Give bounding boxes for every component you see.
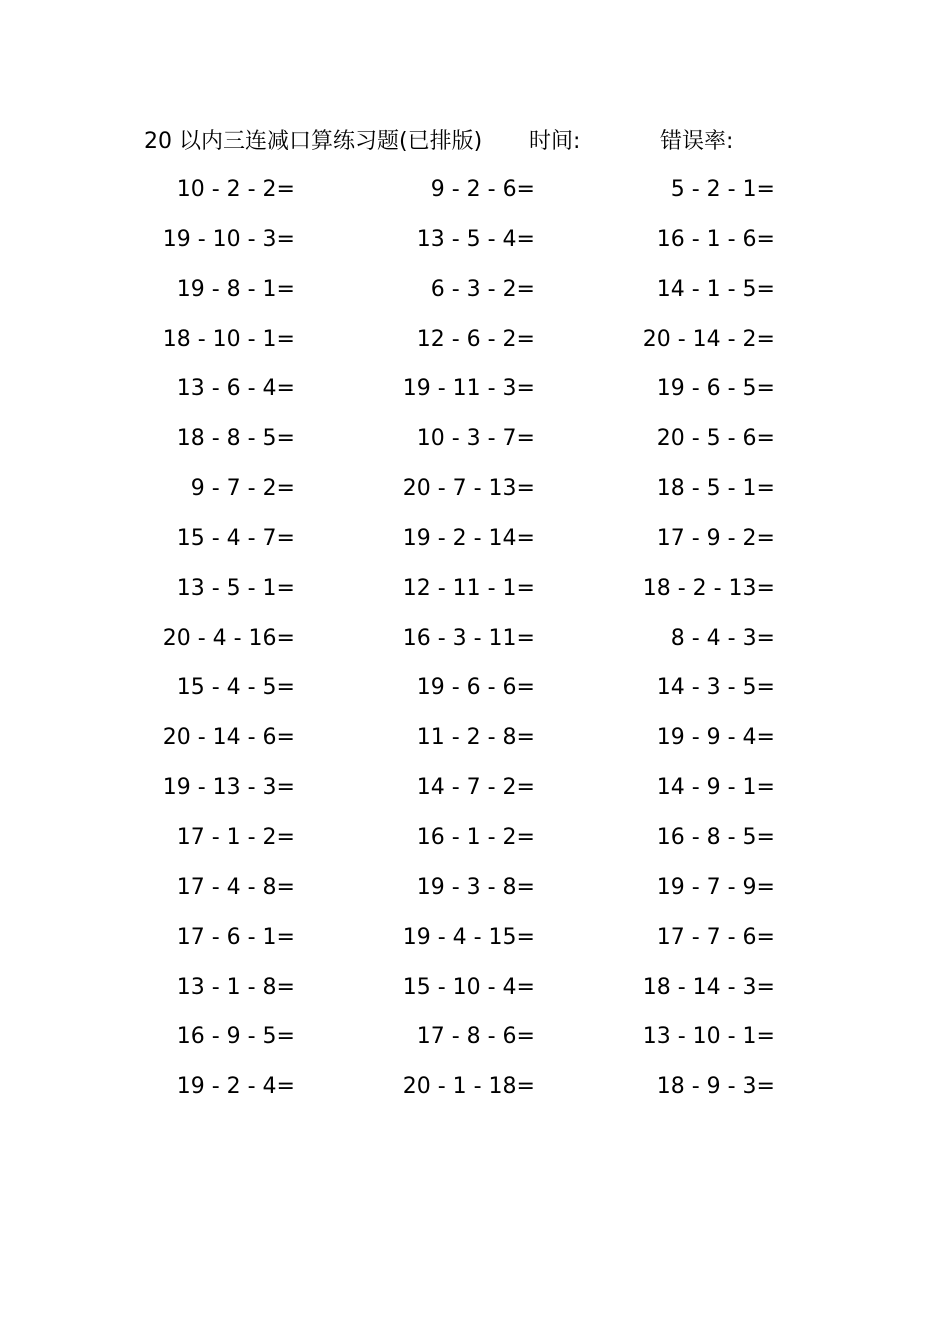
problem-row xyxy=(0,320,950,370)
time-label: 时间: xyxy=(529,129,581,154)
math-problem: 19 - 2 - 4= xyxy=(176,1074,295,1100)
math-problem: 15 - 4 - 5= xyxy=(176,675,295,701)
math-problem: 20 - 4 - 16= xyxy=(162,625,295,651)
math-problem: 13 - 10 - 1= xyxy=(642,1024,775,1050)
math-problem: 14 - 9 - 1= xyxy=(656,775,775,801)
math-problem: 16 - 1 - 6= xyxy=(656,226,775,252)
problem-row xyxy=(0,619,950,669)
math-problem: 13 - 5 - 4= xyxy=(416,226,535,252)
math-problem: 16 - 1 - 2= xyxy=(416,824,535,850)
math-problem: 14 - 3 - 5= xyxy=(656,675,775,701)
problem-row xyxy=(0,768,950,818)
math-problem: 13 - 5 - 1= xyxy=(176,575,295,601)
math-problem: 14 - 7 - 2= xyxy=(416,775,535,801)
math-problem: 19 - 9 - 4= xyxy=(656,725,775,751)
math-problem: 19 - 3 - 8= xyxy=(416,874,535,900)
math-problem: 19 - 6 - 6= xyxy=(416,675,535,701)
problem-row xyxy=(0,668,950,718)
math-problem: 17 - 4 - 8= xyxy=(176,874,295,900)
math-problem: 18 - 2 - 13= xyxy=(642,575,775,601)
math-problem: 10 - 3 - 7= xyxy=(416,426,535,452)
page-title: 20 以内三连减口算练习题(已排版) xyxy=(144,129,483,154)
math-problem: 5 - 2 - 1= xyxy=(670,177,775,202)
math-problem: 15 - 10 - 4= xyxy=(402,974,535,1000)
math-problem: 8 - 4 - 3= xyxy=(670,625,775,651)
problem-row xyxy=(0,220,950,270)
problem-row xyxy=(0,718,950,768)
math-problem: 18 - 5 - 1= xyxy=(656,476,775,502)
problem-row xyxy=(0,170,950,220)
worksheet-header xyxy=(0,124,950,160)
math-problem: 12 - 6 - 2= xyxy=(416,326,535,352)
math-problem: 17 - 6 - 1= xyxy=(176,924,295,950)
problem-row xyxy=(0,1017,950,1067)
math-problem: 9 - 2 - 6= xyxy=(430,177,535,202)
math-problem: 9 - 7 - 2= xyxy=(190,476,295,502)
problem-row xyxy=(0,469,950,519)
problem-row xyxy=(0,419,950,469)
math-problem: 20 - 1 - 18= xyxy=(402,1074,535,1100)
math-problem: 20 - 14 - 6= xyxy=(162,725,295,751)
error-rate-label: 错误率: xyxy=(660,129,734,154)
problem-row xyxy=(0,270,950,320)
math-problem: 17 - 8 - 6= xyxy=(416,1024,535,1050)
math-problem: 16 - 3 - 11= xyxy=(402,625,535,651)
math-problem: 13 - 6 - 4= xyxy=(176,376,295,402)
math-problem: 19 - 11 - 3= xyxy=(402,376,535,402)
math-problem: 17 - 1 - 2= xyxy=(176,824,295,850)
problem-row xyxy=(0,818,950,868)
problem-row xyxy=(0,918,950,968)
math-problem: 19 - 7 - 9= xyxy=(656,874,775,900)
math-problem: 19 - 2 - 14= xyxy=(402,525,535,551)
math-problem: 19 - 8 - 1= xyxy=(176,276,295,302)
math-problem: 18 - 10 - 1= xyxy=(162,326,295,352)
math-problem: 20 - 7 - 13= xyxy=(402,476,535,502)
math-problem: 19 - 10 - 3= xyxy=(162,226,295,252)
math-problem: 18 - 9 - 3= xyxy=(656,1074,775,1100)
problem-row xyxy=(0,1067,950,1117)
math-problem: 13 - 1 - 8= xyxy=(176,974,295,1000)
problem-grid xyxy=(0,170,950,1117)
problem-row xyxy=(0,519,950,569)
problem-row xyxy=(0,569,950,619)
math-problem: 10 - 2 - 2= xyxy=(176,177,295,202)
problem-row xyxy=(0,369,950,419)
math-problem: 18 - 14 - 3= xyxy=(642,974,775,1000)
math-problem: 15 - 4 - 7= xyxy=(176,525,295,551)
math-problem: 12 - 11 - 1= xyxy=(402,575,535,601)
math-problem: 19 - 6 - 5= xyxy=(656,376,775,402)
math-problem: 16 - 8 - 5= xyxy=(656,824,775,850)
math-problem: 11 - 2 - 8= xyxy=(416,725,535,751)
math-problem: 19 - 4 - 15= xyxy=(402,924,535,950)
math-problem: 17 - 7 - 6= xyxy=(656,924,775,950)
problem-row xyxy=(0,868,950,918)
math-problem: 14 - 1 - 5= xyxy=(656,276,775,302)
math-problem: 18 - 8 - 5= xyxy=(176,426,295,452)
problem-row xyxy=(0,968,950,1018)
math-problem: 16 - 9 - 5= xyxy=(176,1024,295,1050)
math-problem: 19 - 13 - 3= xyxy=(162,775,295,801)
math-problem: 20 - 5 - 6= xyxy=(656,426,775,452)
math-problem: 17 - 9 - 2= xyxy=(656,525,775,551)
math-problem: 20 - 14 - 2= xyxy=(642,326,775,352)
math-problem: 6 - 3 - 2= xyxy=(430,276,535,302)
